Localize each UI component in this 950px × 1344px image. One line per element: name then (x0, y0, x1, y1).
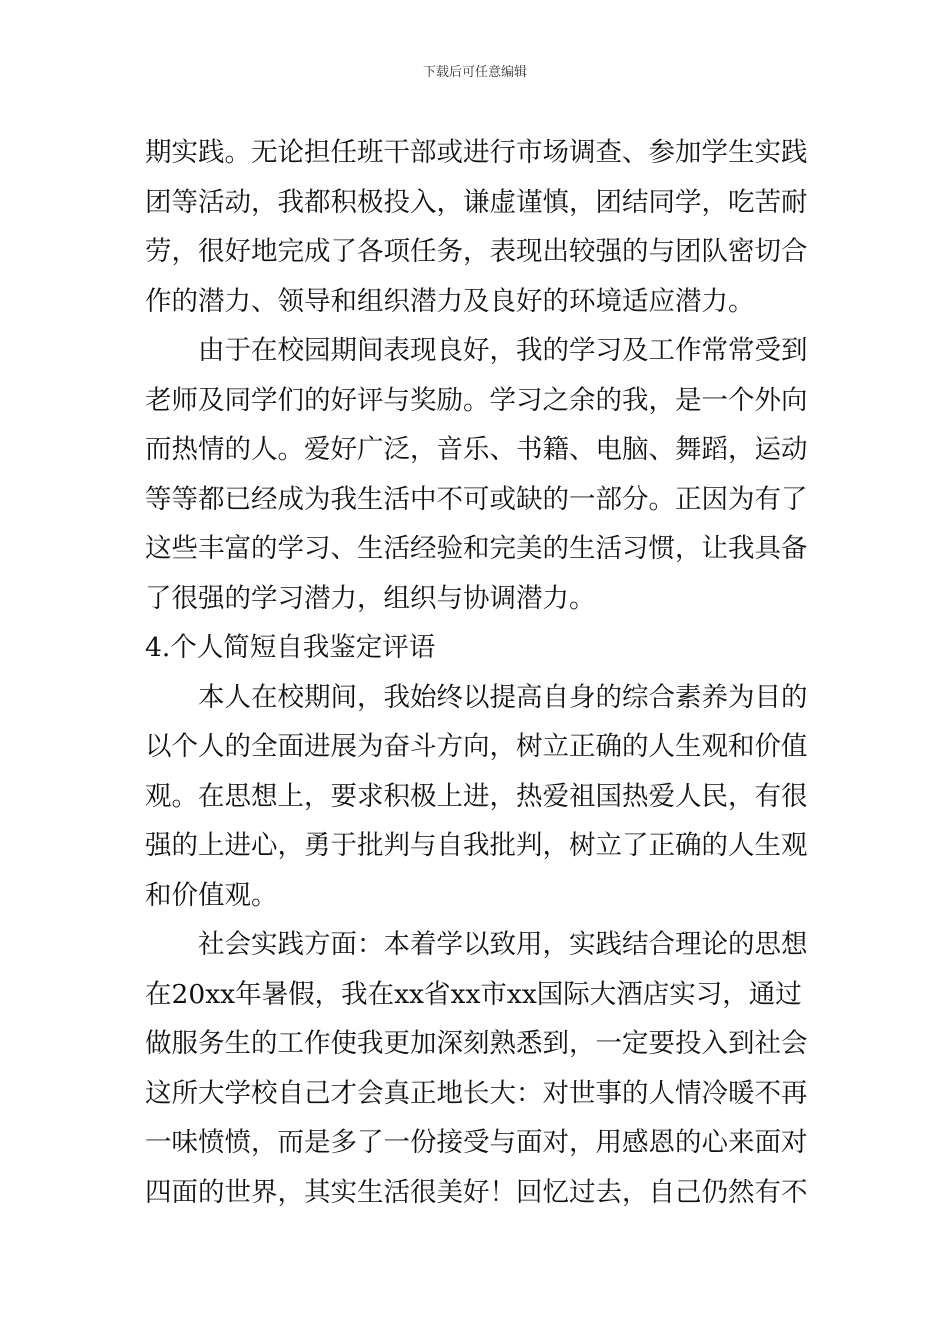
text-line: 这些丰富的学习、生活经验和完美的生活习惯，让我具备 (145, 533, 808, 564)
text-line: 以个人的全面进展为奋斗方向，树立正确的人生观和价值 (145, 731, 808, 762)
text-line: 一味愤愤，而是多了一份接受与面对，用感恩的心来面对 (145, 1127, 808, 1158)
section-heading: 4.个人简短自我鉴定评语 (145, 632, 436, 663)
text-line: 作的潜力、领导和组织潜力及良好的环境适应潜力。 (145, 285, 755, 317)
text-line: 期实践。无论担任班干部或进行市场调查、参加学生实践 (145, 137, 808, 168)
text-line: 团等活动，我都积极投入，谦虚谨慎，团结同学，吃苦耐 (145, 186, 808, 218)
text-line: 了很强的学习潜力，组织与协调潜力。 (145, 582, 596, 614)
text-line: 本人在校期间，我始终以提高自身的综合素养为目的 (145, 681, 808, 713)
text-line: 强的上进心，勇于批判与自我批判，树立了正确的人生观 (145, 830, 808, 861)
text-line: 劳，很好地完成了各项任务，表现出较强的与团队密切合 (145, 236, 808, 267)
document-body (145, 128, 809, 1217)
text-line: 观。在思想上，要求积极上进，热爱祖国热爱人民，有很 (145, 780, 808, 812)
text-line: 老师及同学们的好评与奖励。学习之余的我，是一个外向 (145, 384, 808, 416)
text-line: 这所大学校自己才会真正地长大：对世事的人情冷暖不再 (145, 1077, 808, 1109)
text-line: 在20xx年暑假，我在xx省xx市xx国际大酒店实习，通过 (145, 978, 802, 1010)
text-line: 和价值观。 (145, 879, 278, 911)
text-line: 等等都已经成为我生活中不可或缺的一部分。正因为有了 (145, 483, 808, 515)
text-line: 做服务生的工作使我更加深刻熟悉到，一定要投入到社会 (145, 1028, 808, 1059)
text-line: 社会实践方面：本着学以致用，实践结合理论的思想 (145, 929, 808, 960)
page-header: 下载后可任意编辑 (422, 65, 527, 80)
text-line: 而热情的人。爱好广泛，音乐、书籍、电脑、舞蹈，运动 (145, 434, 808, 465)
text-line: 由于在校园期间表现良好，我的学习及工作常常受到 (145, 335, 808, 366)
text-line: 四面的世界，其实生活很美好！回忆过去，自己仍然有不 (145, 1176, 808, 1208)
